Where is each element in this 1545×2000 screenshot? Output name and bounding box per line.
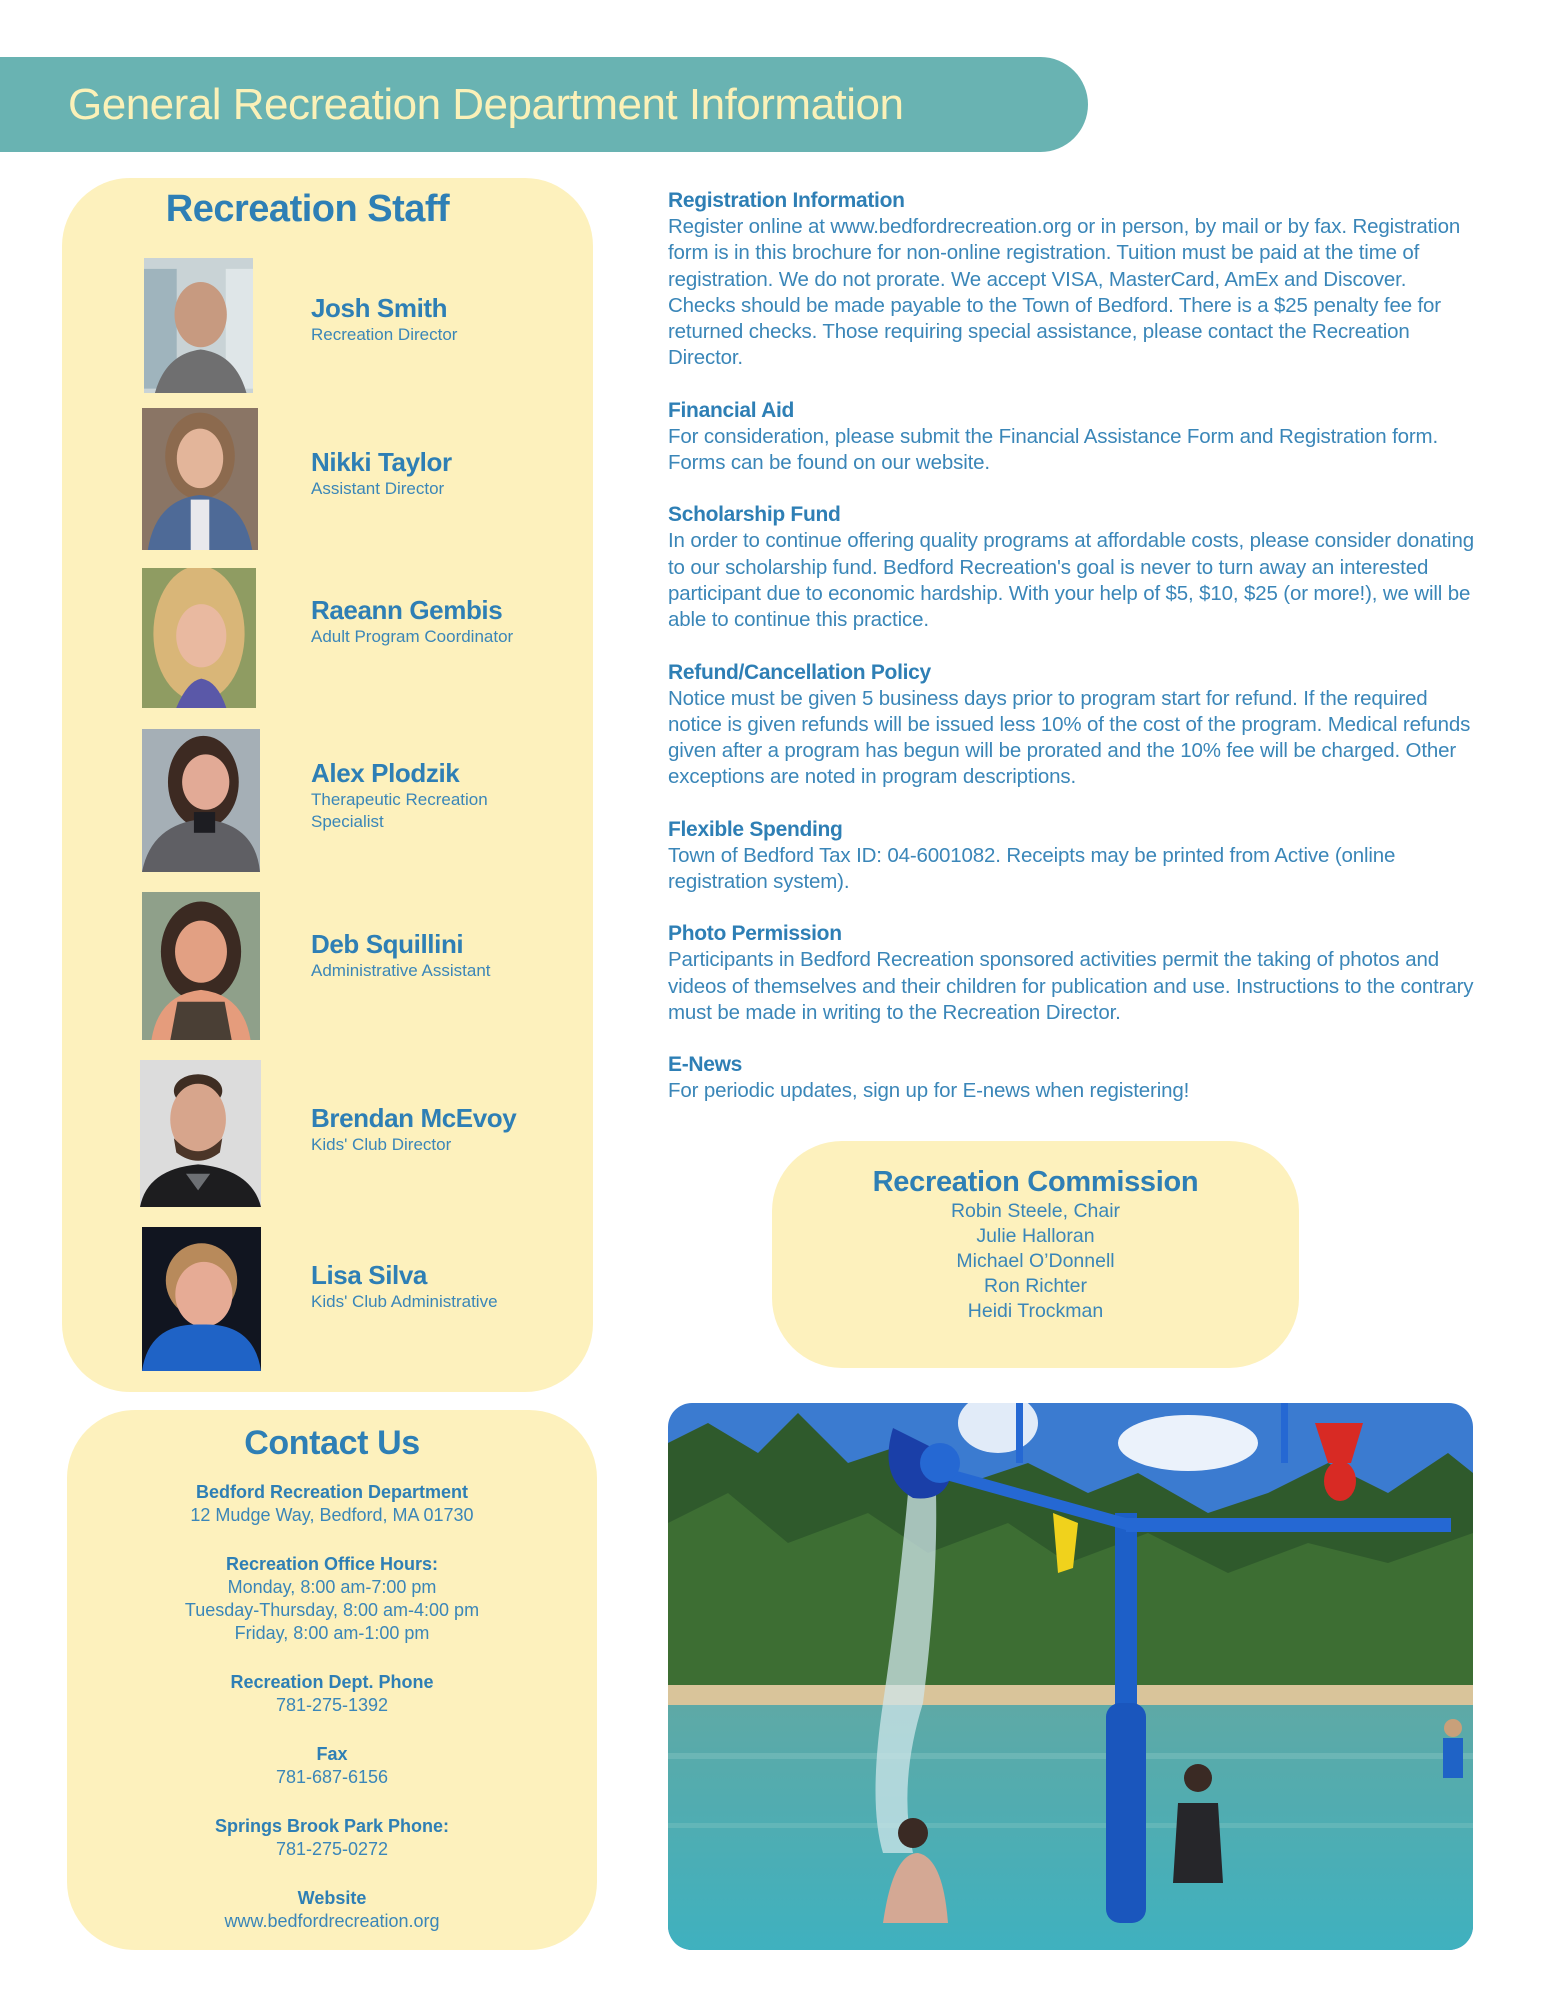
staff-role: Assistant Director (311, 478, 445, 498)
staff-name: Alex Plodzik (311, 758, 460, 788)
staff-title: Recreation Staff (165, 188, 450, 230)
contact-label: Recreation Dept. Phone (230, 1672, 434, 1692)
section-enews (668, 1052, 1478, 1104)
section-body: Notice must be given 5 business days prior to program start for refund. If the required notice is given refunds will be issued less 10% of the cost of the program. Medical refunds given after a program has begun will be prorated and the 10% fee will be charged. Other exceptions are noted in program descriptions. (668, 686, 1471, 789)
address-text: 12 Mudge Way, Bedford, MA 01730 (190, 1505, 474, 1525)
photo-brendan-mcevoy (140, 1060, 261, 1207)
contact-label: Website (297, 1888, 367, 1908)
section-heading: Flexible Spending (668, 817, 843, 841)
section-heading: Registration Information (668, 189, 905, 212)
section-body: For consideration, please submit the Financial Assistance Form and Registration form. Forms can be found on our website. (668, 424, 1439, 475)
park-phone (67, 1815, 597, 1861)
photo-lisa-silva (142, 1227, 261, 1371)
photo-nikki-taylor (142, 408, 258, 550)
contact-label: Recreation Office Hours: (225, 1554, 439, 1574)
staff-name: Josh Smith (311, 293, 448, 323)
staff-role: Therapeutic Recreation Specialist (311, 789, 488, 831)
website (67, 1887, 597, 1933)
section-heading: E-News (668, 1053, 743, 1077)
staff-panel (62, 178, 593, 1392)
commission-member: Robin Steele, Chair (950, 1200, 1121, 1222)
section-heading: Refund/Cancellation Policy (668, 660, 931, 684)
hours-line: Friday, 8:00 am-1:00 pm (234, 1623, 430, 1643)
info-column (668, 188, 1478, 1131)
photo-josh-smith (144, 258, 253, 393)
photo-deb-squillini (142, 892, 260, 1040)
section-photo-permission (668, 921, 1478, 1026)
phone-number[interactable]: 781-275-1392 (275, 1695, 389, 1715)
staff-name: Deb Squillini (311, 929, 464, 959)
photo-alex-plodzik (142, 729, 260, 872)
phone-number[interactable]: 781-275-0272 (275, 1839, 389, 1859)
staff-name: Lisa Silva (311, 1260, 427, 1290)
contact-panel (67, 1410, 597, 1950)
hours-line: Monday, 8:00 am-7:00 pm (227, 1577, 437, 1597)
staff-role: Administrative Assistant (311, 960, 491, 980)
section-refund-policy (668, 660, 1478, 791)
contact-label: Fax (316, 1744, 348, 1764)
commission-member: Michael O’Donnell (956, 1250, 1115, 1272)
office-hours (67, 1553, 597, 1645)
section-body: For periodic updates, sign up for E-news when registering! (668, 1079, 1190, 1103)
website-link[interactable]: www.bedfordrecreation.org (224, 1911, 440, 1931)
staff-name: Brendan McEvoy (311, 1103, 517, 1133)
header-banner (0, 57, 1088, 152)
fax (67, 1743, 597, 1789)
staff-name: Raeann Gembis (311, 595, 503, 625)
staff-role: Recreation Director (311, 324, 458, 344)
commission-title: Recreation Commission (872, 1166, 1199, 1198)
staff-name: Nikki Taylor (311, 447, 452, 477)
section-body: Participants in Bedford Recreation sponsored activities permit the taking of photos and videos of themselves and their children for publication and use. Instructions to the contrary must be made in writing to the Recreation Director. (668, 948, 1474, 1024)
commission-member: Heidi Trockman (967, 1300, 1104, 1322)
fax-number: 781-687-6156 (275, 1767, 389, 1787)
commission-member: Ron Richter (984, 1275, 1087, 1297)
section-heading: Photo Permission (668, 922, 842, 946)
commission-panel (772, 1141, 1299, 1368)
commission-member: Julie Halloran (976, 1225, 1095, 1247)
section-scholarship (668, 502, 1478, 633)
section-flexible-spending (668, 817, 1478, 896)
staff-role: Kids' Club Director (311, 1134, 452, 1154)
page-title: General Recreation Department Information (68, 79, 904, 129)
section-body: Town of Bedford Tax ID: 04-6001082. Receipts may be printed from Active (online registration system). (668, 843, 1396, 894)
staff-role: Adult Program Coordinator (311, 626, 514, 646)
photo-raeann-gembis (142, 568, 256, 708)
hours-line: Tuesday-Thursday, 8:00 am-4:00 pm (184, 1600, 480, 1620)
section-body: In order to continue offering quality programs at affordable costs, please consider donating to our scholarship fund. Bedford Recreation's goal is never to turn away an interested participant due to economic hardship. With your help of $5, $10, $25 (or more!), we will be able to continue this practice. (668, 529, 1474, 632)
contact-label: Bedford Recreation Department (195, 1482, 469, 1502)
section-body: Register online at www.bedfordrecreation.org or in person, by mail or by fax. Registration form is in this brochure for non-online registration. Tuition must be paid at the time of registration. We do not prorate. We accept VISA, MasterCard, AmEx and Discover. Checks should be made payable to the Town of Bedford. There is a $25 penalty fee for returned checks. Those requiring special assistance, please contact the Recreation Director. (668, 215, 1461, 370)
section-financial-aid (668, 398, 1478, 477)
contact-title: Contact Us (244, 1424, 420, 1462)
section-heading: Scholarship Fund (668, 503, 841, 527)
section-registration (668, 188, 1478, 372)
staff-role: Kids' Club Administrative (311, 1291, 498, 1311)
pool-photo (668, 1403, 1473, 1950)
section-heading: Financial Aid (668, 398, 795, 422)
dept-phone (67, 1671, 597, 1717)
contact-label: Springs Brook Park Phone: (214, 1816, 450, 1836)
contact-address (67, 1481, 597, 1527)
